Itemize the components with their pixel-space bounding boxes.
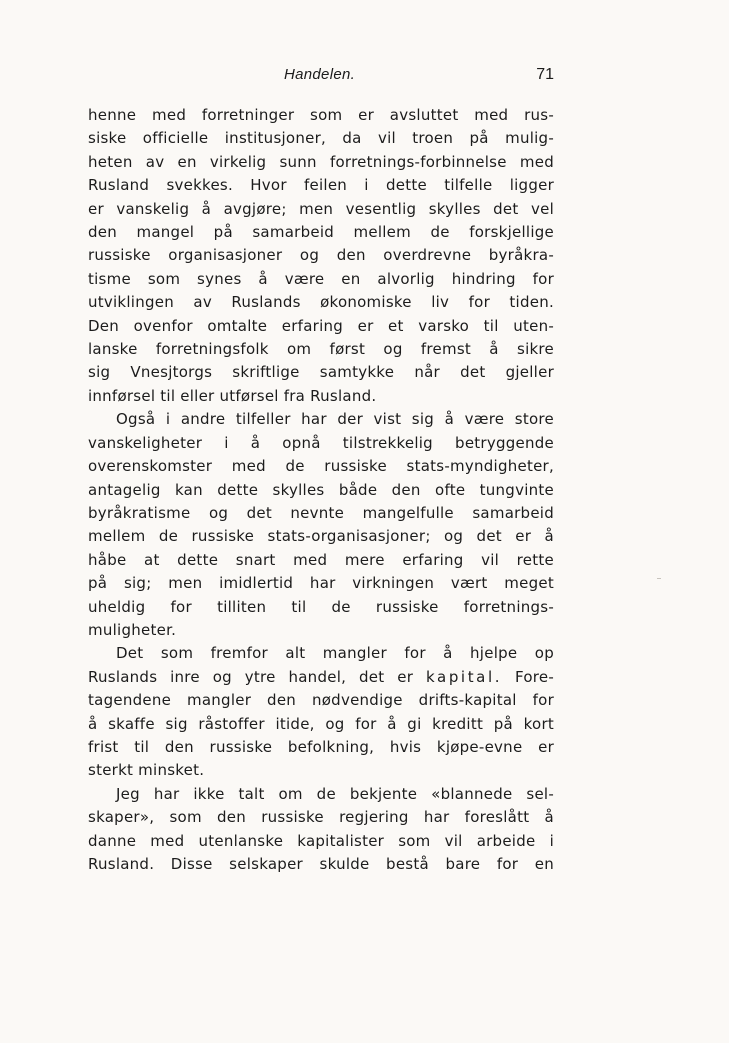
text-line: er vanskelig å avgjøre; men vesentlig skylles det vel — [88, 199, 554, 218]
text-line: Rusland svekkes. Hvor feilen i dette tilfelle ligger — [88, 176, 554, 195]
text-line: Rusland. Disse selskaper skulde bestå bare for en — [88, 855, 554, 873]
page-number: 71 — [536, 66, 554, 83]
text-line: Det som fremfor alt mangler for å hjelpe op — [116, 644, 554, 663]
text-line: lanske forretningsfolk om først og fremst å sikre — [88, 340, 554, 359]
text-line: siske officielle institusjoner, da vil troen på mulig- — [88, 129, 554, 148]
text-line: utviklingen av Ruslands økonomiske liv for tiden. — [88, 293, 554, 312]
text-line: byråkratisme og det nevnte mangelfulle samarbeid — [88, 503, 554, 522]
text-line: innførsel til eller utførsel fra Rusland. — [88, 386, 377, 405]
text-line: håbe at dette snart med mere erfaring vil rette — [88, 550, 554, 569]
text-line: Jeg har ikke talt om de bekjente «blannede sel- — [116, 784, 554, 803]
page-header — [88, 66, 554, 86]
text-line: antagelig kan dette skylles både den ofte tungvinte — [88, 480, 554, 499]
body-text — [88, 104, 554, 876]
text-line: å skaffe sig råstoffer itide, og for å gi kreditt på kort — [88, 714, 554, 733]
text-fragment: Ruslands inre og ytre handel, det er — [88, 667, 414, 686]
spaced-emphasis-word: kapital. — [426, 667, 503, 686]
text-line: frist til den russiske befolkning, hvis kjøpe-evne er — [88, 737, 554, 756]
text-line: overenskomster med de russiske stats-myndigheter, — [88, 457, 554, 476]
paragraph-4 — [88, 783, 554, 877]
text-line: på sig; men imidlertid har virkningen vært meget — [88, 574, 554, 593]
paragraph-2 — [88, 408, 554, 642]
text-line-with-emphasis — [88, 666, 554, 689]
running-title: Handelen. — [284, 66, 356, 83]
text-fragment: Fore- — [515, 667, 554, 686]
paragraph-3 — [88, 642, 554, 782]
text-line: den mangel på samarbeid mellem de forskjellige — [88, 223, 554, 242]
text-line: Også i andre tilfeller har der vist sig å være store — [116, 410, 554, 429]
text-line: uheldig for tilliten til de russiske forretnings- — [88, 597, 554, 616]
text-line: danne med utenlanske kapitalister som vil arbeide i — [88, 831, 554, 850]
text-line: mellem de russiske stats-organisasjoner; og det er å — [88, 527, 554, 546]
text-line: russiske organisasjoner og den overdrevne byråkra- — [88, 246, 554, 265]
paragraph-1 — [88, 104, 554, 408]
text-line: vanskeligheter i å opnå tilstrekkelig betryggende — [88, 433, 554, 452]
text-line: sterkt minsket. — [88, 761, 205, 780]
text-line: sig Vnesjtorgs skriftlige samtykke når det gjeller — [88, 363, 554, 382]
text-line: henne med forretninger som er avsluttet med rus- — [88, 106, 554, 124]
text-line: heten av en virkelig sunn forretnings-forbinnelse med — [88, 152, 554, 171]
text-line: skaper», som den russiske regjering har foreslått å — [88, 808, 554, 827]
text-line: Den ovenfor omtalte erfaring er et varsko til uten- — [88, 316, 554, 335]
text-line: tagendene mangler den nødvendige drifts-kapital for — [88, 691, 554, 710]
text-line: muligheter. — [88, 620, 177, 639]
margin-mark — [657, 578, 661, 579]
text-line: tisme som synes å være en alvorlig hindring for — [88, 269, 554, 288]
